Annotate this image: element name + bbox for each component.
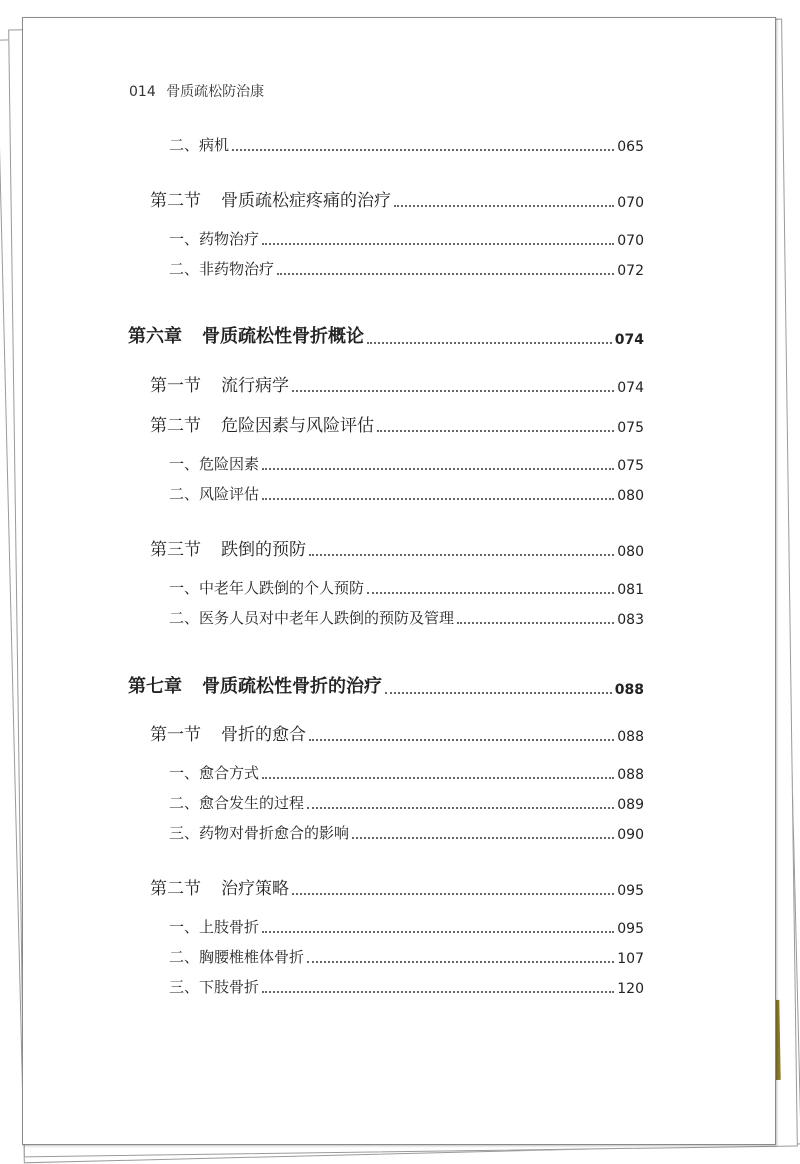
- leader-dots: [262, 468, 614, 470]
- toc-entry-page: 081: [617, 582, 644, 598]
- toc-entry-section[interactable]: [150, 535, 644, 560]
- leader-dots: [367, 592, 614, 594]
- toc-entry-section[interactable]: [150, 720, 644, 745]
- toc-entry-page: 074: [614, 332, 644, 348]
- toc-entry-section[interactable]: [150, 411, 644, 436]
- toc-entry-label: 三、下肢骨折: [169, 978, 260, 996]
- toc-entry-label: 二、病机: [169, 136, 230, 154]
- toc-entry-page: 107: [617, 951, 644, 967]
- toc-entry-item[interactable]: [169, 607, 644, 628]
- toc-entry-label: 流行病学: [221, 376, 289, 396]
- leader-dots: [262, 991, 614, 993]
- toc-entry-label: 一、药物治疗: [169, 230, 260, 248]
- toc-entry-label: 跌倒的预防: [221, 540, 306, 560]
- leader-dots: [385, 692, 612, 694]
- toc-entry-item[interactable]: [169, 916, 644, 937]
- section-number: 第一节: [150, 725, 201, 745]
- toc-entry-item[interactable]: [169, 228, 644, 249]
- toc-entry-item[interactable]: [169, 453, 644, 474]
- leader-dots: [262, 243, 614, 245]
- toc-entry-page: 072: [617, 263, 644, 279]
- toc-entry-page: 070: [617, 233, 644, 249]
- section-number: 第二节: [150, 879, 201, 899]
- toc-entry-page: 070: [617, 195, 644, 211]
- leader-dots: [352, 837, 614, 839]
- leader-dots: [232, 149, 614, 151]
- toc-entry-page: 074: [617, 380, 644, 396]
- toc-entry-page: 088: [614, 682, 644, 698]
- toc-entry-page: 088: [617, 767, 644, 783]
- book-title: 骨质疏松防治康: [166, 84, 265, 100]
- section-number: 第三节: [150, 540, 201, 560]
- leader-dots: [292, 390, 614, 392]
- toc-entry-page: 089: [617, 797, 644, 813]
- toc-entry-chapter[interactable]: [128, 322, 644, 348]
- leader-dots: [262, 931, 614, 933]
- toc-entry-label: 治疗策略: [221, 879, 289, 899]
- toc-entry-label: 二、胸腰椎椎体骨折: [169, 948, 305, 966]
- toc-entry-label: 一、上肢骨折: [169, 918, 260, 936]
- chapter-number: 第七章: [128, 676, 182, 697]
- toc-entry-label: 危险因素与风险评估: [221, 416, 374, 436]
- toc-entry-chapter[interactable]: [128, 672, 644, 698]
- toc-entry-label: 二、风险评估: [169, 485, 260, 503]
- toc-entry-item[interactable]: [169, 258, 644, 279]
- leader-dots: [367, 342, 612, 344]
- toc-entry-section[interactable]: [150, 874, 644, 899]
- toc-entry-page: 120: [617, 981, 644, 997]
- toc-entry-page: 075: [617, 458, 644, 474]
- book-page: [22, 17, 776, 1145]
- leader-dots: [292, 893, 614, 895]
- toc-entry-label: 骨质疏松症疼痛的治疗: [221, 191, 391, 211]
- leader-dots: [307, 807, 614, 809]
- toc-entry-page: 095: [617, 883, 644, 899]
- toc-entry-item[interactable]: [169, 483, 644, 504]
- toc-entry-label: 二、非药物治疗: [169, 260, 275, 278]
- toc-entry-page: 065: [617, 139, 644, 155]
- toc-entry-page: 080: [617, 544, 644, 560]
- running-head: [129, 81, 264, 101]
- page-number: 014: [129, 84, 156, 100]
- toc-entry-item[interactable]: [169, 792, 644, 813]
- section-number: 第二节: [150, 191, 201, 211]
- toc-entry-label: 三、药物对骨折愈合的影响: [169, 824, 350, 842]
- toc-entry-page: 088: [617, 729, 644, 745]
- toc-entry-item[interactable]: [169, 577, 644, 598]
- leader-dots: [309, 554, 614, 556]
- toc-entry-page: 075: [617, 420, 644, 436]
- toc-entry-label: 一、愈合方式: [169, 764, 260, 782]
- toc-entry-item[interactable]: [169, 946, 644, 967]
- leader-dots: [457, 622, 614, 624]
- toc-entry-item[interactable]: [169, 134, 644, 155]
- leader-dots: [262, 498, 614, 500]
- toc-entry-item[interactable]: [169, 762, 644, 783]
- leader-dots: [262, 777, 614, 779]
- toc-entry-label: 骨质疏松性骨折概论: [202, 326, 364, 347]
- toc-entry-label: 骨折的愈合: [221, 725, 306, 745]
- chapter-number: 第六章: [128, 326, 182, 347]
- section-number: 第一节: [150, 376, 201, 396]
- leader-dots: [377, 430, 614, 432]
- toc-entry-section[interactable]: [150, 371, 644, 396]
- section-number: 第二节: [150, 416, 201, 436]
- toc-entry-page: 090: [617, 827, 644, 843]
- toc-entry-page: 083: [617, 612, 644, 628]
- leader-dots: [394, 205, 614, 207]
- leader-dots: [307, 961, 614, 963]
- toc-entry-section[interactable]: [150, 186, 644, 211]
- toc-entry-item[interactable]: [169, 822, 644, 843]
- toc-entry-page: 095: [617, 921, 644, 937]
- leader-dots: [277, 273, 614, 275]
- leader-dots: [309, 739, 614, 741]
- toc-entry-page: 080: [617, 488, 644, 504]
- toc-entry-label: 一、中老年人跌倒的个人预防: [169, 579, 365, 597]
- toc-entry-label: 二、愈合发生的过程: [169, 794, 305, 812]
- toc-entry-label: 骨质疏松性骨折的治疗: [202, 676, 382, 697]
- toc-entry-label: 一、危险因素: [169, 455, 260, 473]
- toc-entry-item[interactable]: [169, 976, 644, 997]
- toc-entry-label: 二、医务人员对中老年人跌倒的预防及管理: [169, 609, 455, 627]
